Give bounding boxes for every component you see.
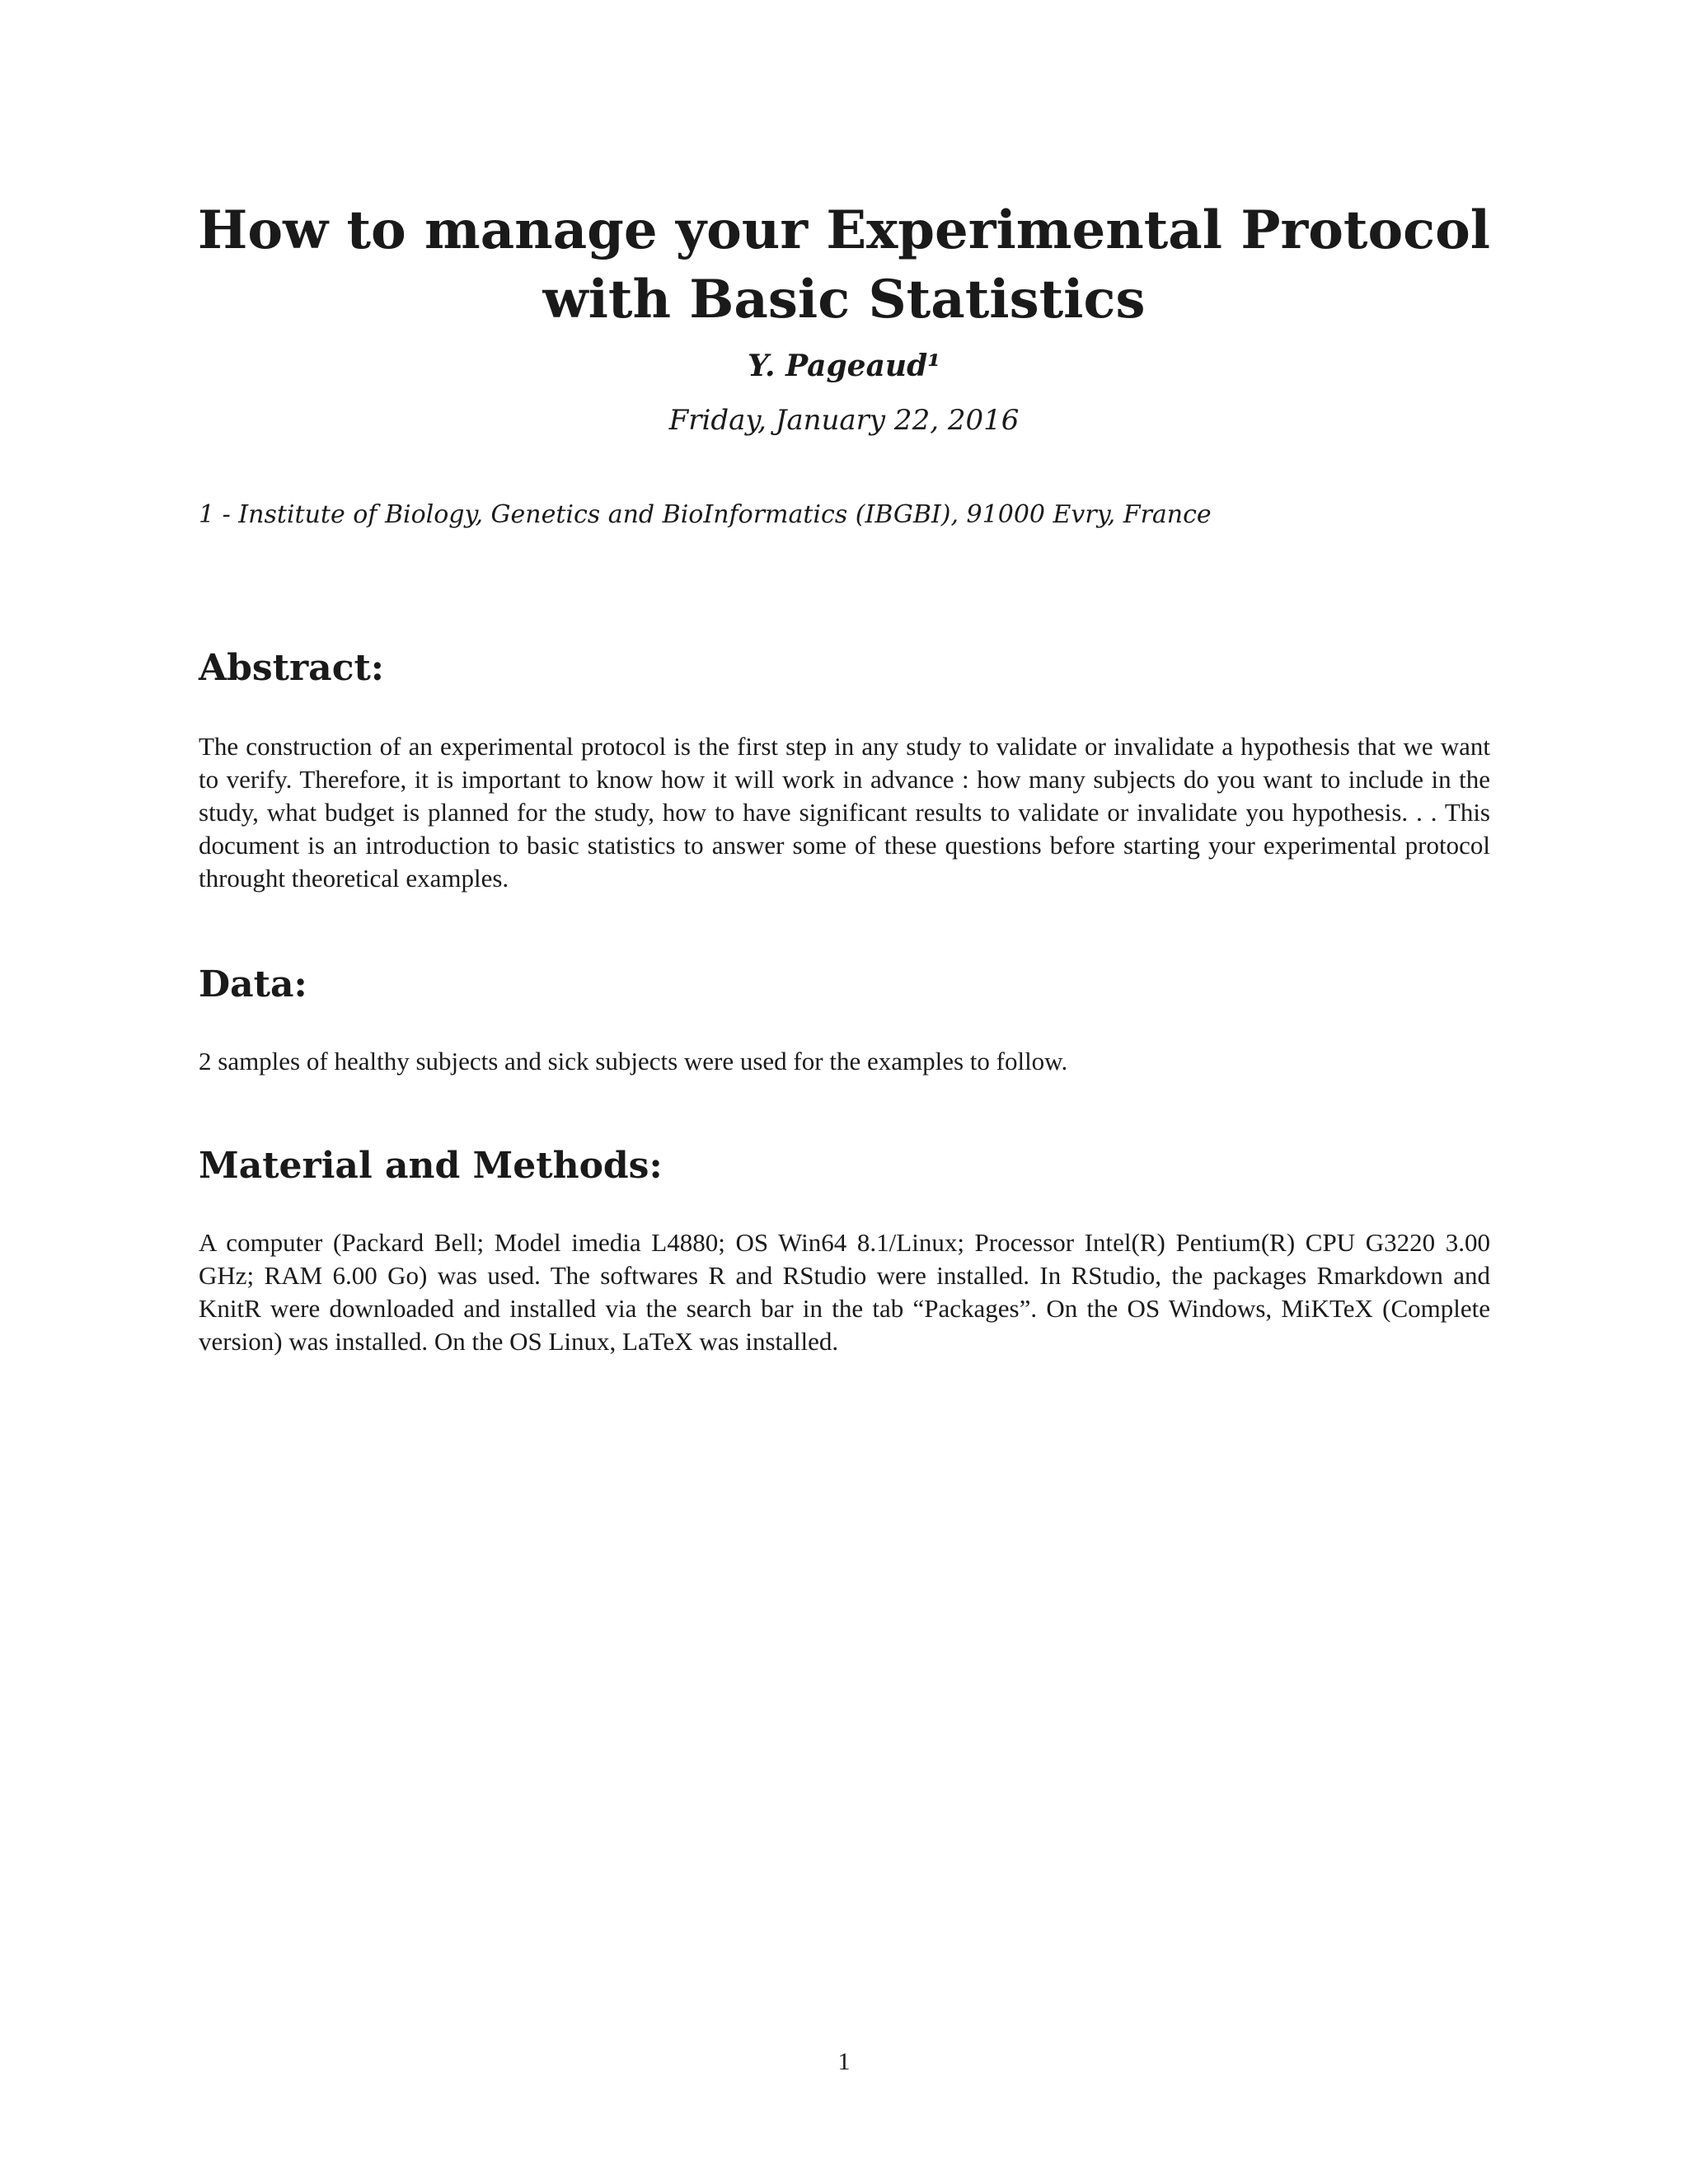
- section-body-abstract: The construction of an experimental protocol is the first step in any study to validate or invalidate a hypothesis that we want to verify. Therefore, it is important to know how it will work in advance : how many subjects do you want to include in the study, what budget is planned for the study, how to have significant results to validate or invalidate you hypothesis. . . This document is an introduction to basic statistics to answer some of these questions before starting your experimental protocol throught theoretical examples.: [199, 732, 1490, 893]
- paper-title: [0, 196, 1688, 335]
- title-line-1: How to manage your Experimental Protocol: [197, 199, 1491, 261]
- section-body-material-methods: A computer (Packard Bell; Model imedia L4880; OS Win64 8.1/Linux; Processor Intel(R) Pentium(R) CPU G3220 3.00 GHz; RAM 6.00 Go) was used. The softwares R and RStudio were installed. In RStudio, the packages Rmarkdown and KnitR were downloaded and installed via the search bar in the tab “Packages”. On the OS Windows, MiKTeX (Complete version) was installed. On the OS Linux, LaTeX was installed.: [199, 1228, 1490, 1356]
- section-body-data: 2 samples of healthy subjects and sick subjects were used for the examples to follow.: [199, 1047, 1068, 1076]
- publication-date: Friday, January 22, 2016: [668, 404, 1020, 437]
- author-name: Y. Pageaud¹: [747, 349, 941, 383]
- author-affiliation: 1 - Institute of Biology, Genetics and BioInformatics (IBGBI), 91000 Evry, France: [199, 500, 1212, 529]
- title-line-2: with Basic Statistics: [542, 269, 1146, 330]
- section-heading-abstract: Abstract:: [199, 647, 385, 689]
- section-heading-data: Data:: [199, 963, 307, 1005]
- section-heading-material-methods: Material and Methods:: [199, 1145, 663, 1187]
- page-number: 1: [837, 2048, 851, 2075]
